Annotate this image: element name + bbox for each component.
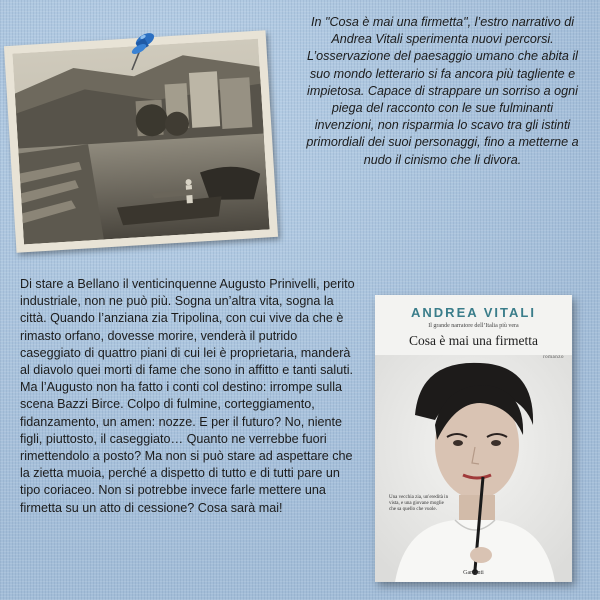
book-tagline: Il grande narratore dell’Italia più vera	[428, 323, 519, 329]
cover-woman-illustration	[375, 355, 572, 582]
book-publisher: Garzanti	[463, 570, 484, 576]
push-pin-icon	[126, 28, 158, 72]
book-author: ANDREA VITALI	[411, 305, 536, 320]
book-cover	[375, 295, 572, 582]
book-review-quote: In "Cosa è mai una firmetta", l’estro narrativo di Andrea Vitali sperimenta nuovi percorsi. L’osservazione del paesaggio umano che abita il suo mondo letterario si fa ancora più tagliente e impietosa. Capace di strappare un sorriso a ogni piega del racconto con le sue fulminanti invenzioni, non risparmia lo scavo tra gli istinti primordiali dei suoi personaggi, fino a metterne a nudo il cinismo che li divora.	[306, 15, 579, 167]
book-title: Cosa è mai una firmetta	[409, 333, 538, 348]
book-synopsis: Di stare a Bellano il venticinquenne Augusto Prinivelli, perito industriale, non ne può più. Sogna un’altra vita, sogna la città. Quando l’anziana zia Tripolina, con cui vive da che è rimasto orfano, dovesse morire, venderà il putrido caseggiato di quattro piani di cui lei è proprietaria, manderà al diavolo quei morti di fame che sono in affitto e tanti saluti. Ma l’Augusto non ha fatto i conti col destino: irrompe sulla scena Bazzi Birce. Colpo di fulmine, corteggiamento, fidanzamento, un amen: nozze. E per il futuro? No, niente figli, piuttosto, il caseggiato… Quanto ne verrebbe fuori rimettendolo a posto? Ma non si può stare ad aspettare che la zietta muoia, perché a dispetto di tutto e di tutti pare un tipo coriaceo. Non si potrebbe invece farle mettere una firmetta su un atto di cessione? Cosa sarà mai!	[20, 277, 355, 515]
book-genre: romanzo	[543, 355, 564, 360]
book-blurb: Una vecchia zia, un'eredità in vista, e una giovane moglie che sa quello che vuole.	[389, 495, 449, 512]
